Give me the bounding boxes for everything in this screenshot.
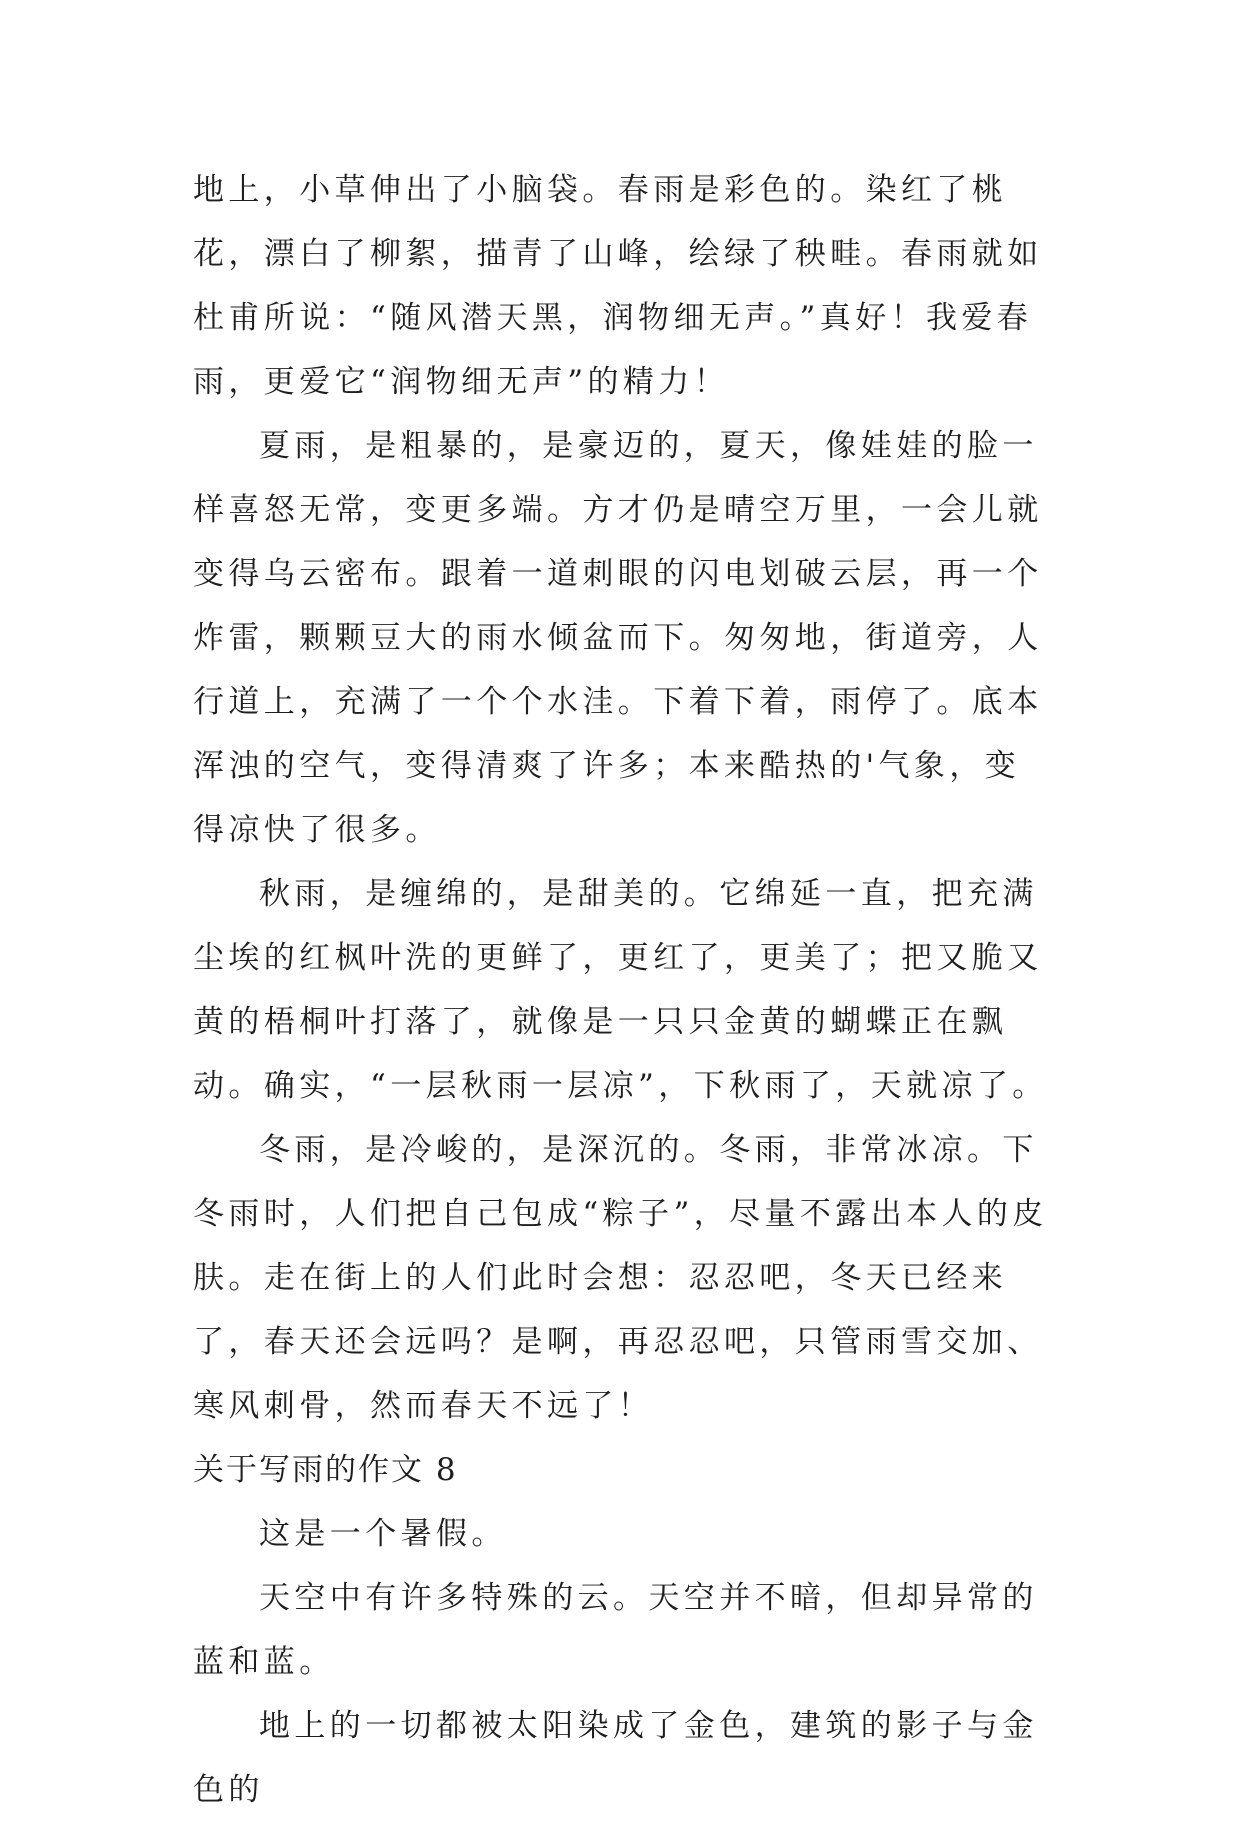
document-body	[193, 158, 1053, 1822]
paragraph-autumn-rain: 秋雨，是缠绵的，是甜美的。它绵延一直，把充满尘埃的红枫叶洗的更鲜了，更红了，更美了；把又脆又黄的梧桐叶打落了，就像是一只只金黄的蝴蝶正在飘动。确实，“一层秋雨一层凉”，下秋雨了，天就凉了。	[193, 876, 1048, 1104]
paragraph-summer-vacation: 这是一个暑假。	[259, 1516, 507, 1552]
paragraph-spring-rain-end: 地上，小草伸出了小脑袋。春雨是彩色的。染红了桃花，漂白了柳絮，描青了山峰，绘绿了秧畦。春雨就如杜甫所说：“随风潜天黑，润物细无声。”真好！我爱春雨，更爱它“润物细无声”的精力！	[193, 172, 1043, 400]
paragraph-sky-clouds: 天空中有许多特殊的云。天空并不暗，但却异常的蓝和蓝。	[193, 1580, 1038, 1680]
essay-heading: 关于写雨的作文 8	[193, 1452, 458, 1488]
paragraph-summer-rain: 夏雨，是粗暴的，是豪迈的，夏天，像娃娃的脸一样喜怒无常，变更多端。方才仍是晴空万里，一会儿就变得乌云密布。跟着一道刺眼的闪电划破云层，再一个炸雷，颗颗豆大的雨水倾盆而下。匆匆地，街道旁，人行道上，充满了一个个水洼。下着下着，雨停了。底本浑浊的空气，变得清爽了许多；本来酷热的'气象，变得凉快了很多。	[193, 428, 1043, 848]
paragraph-winter-rain: 冬雨，是冷峻的，是深沉的。冬雨，非常冰凉。下冬雨时，人们把自己包成“粽子”，尽量不露出本人的皮肤。走在街上的人们此时会想：忍忍吧，冬天已经来了，春天还会远吗？是啊，再忍忍吧，只管雨雪交加、寒风刺骨，然而春天不远了！	[193, 1132, 1048, 1424]
paragraph-golden-ground: 地上的一切都被太阳染成了金色，建筑的影子与金色的	[193, 1708, 1038, 1808]
